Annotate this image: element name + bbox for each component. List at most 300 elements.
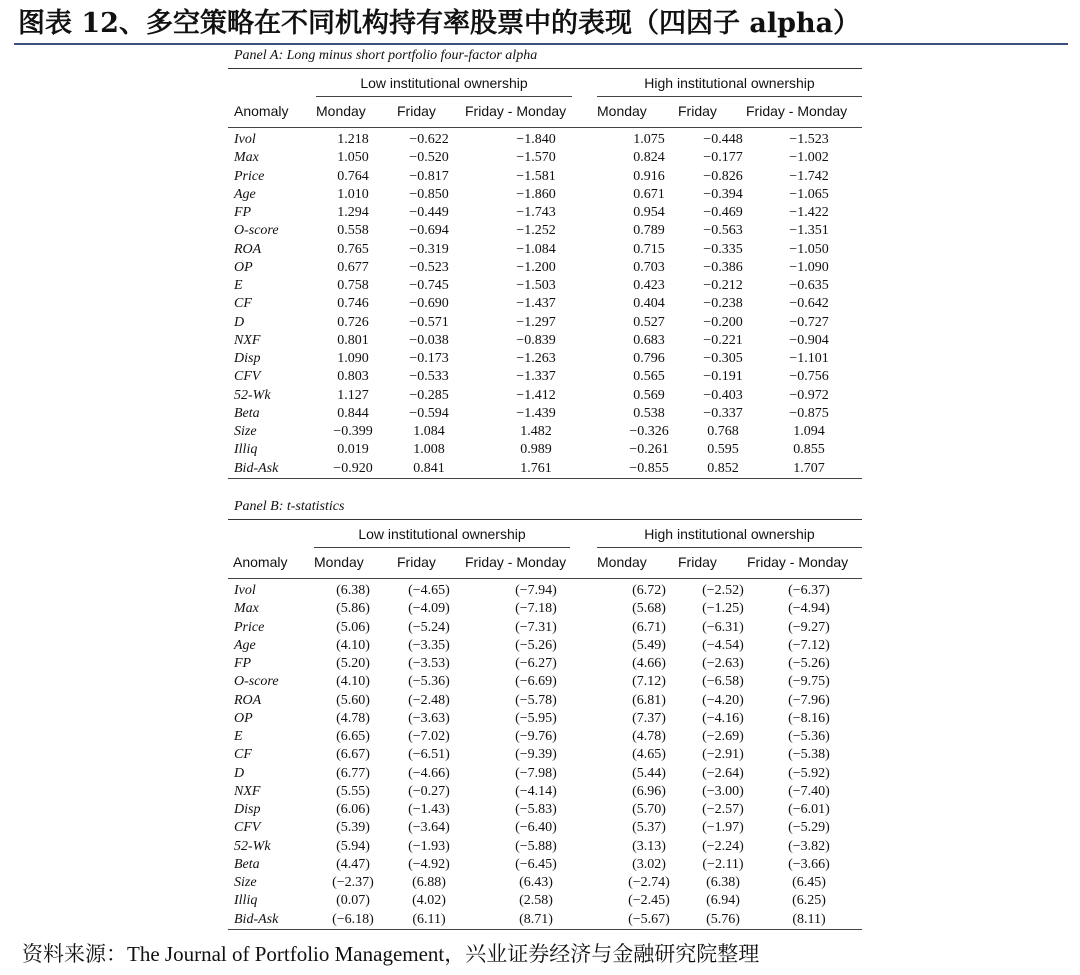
anomaly-cell: 52-Wk	[234, 387, 271, 403]
high-friday-cell: (−2.11)	[702, 856, 744, 872]
high-friday-cell: (−2.63)	[702, 656, 744, 671]
low-diff-cell: 1.482	[520, 424, 552, 439]
high-friday-cell: −0.826	[703, 168, 743, 184]
high-monday-cell: (3.13)	[632, 838, 666, 854]
low-monday-cell: (4.10)	[336, 674, 370, 690]
panel-b-label: Panel B: t-statistics	[234, 499, 345, 514]
low-friday-cell: (−4.09)	[408, 601, 450, 617]
low-diff-cell: (−5.83)	[515, 802, 557, 817]
low-diff-cell: (−6.69)	[515, 674, 557, 690]
low-friday-cell: (−5.24)	[408, 619, 450, 635]
low-friday-cell: (−5.36)	[408, 674, 450, 690]
high-monday-cell: (−5.67)	[628, 911, 670, 927]
panel-a-group-header	[228, 69, 862, 97]
anomaly-cell: Size	[234, 875, 257, 890]
low-diff-cell: 0.989	[520, 442, 552, 458]
anomaly-cell: CFV	[234, 820, 261, 836]
low-monday-cell: 0.019	[337, 442, 369, 458]
high-diff-cell: −0.642	[789, 296, 829, 312]
high-friday-cell: 0.852	[707, 460, 739, 476]
low-diff-cell: (6.43)	[519, 875, 553, 890]
high-friday-cell: (−4.16)	[702, 710, 744, 726]
high-diff-cell: (−3.82)	[788, 838, 830, 854]
table-row	[228, 600, 862, 618]
high-diff-cell: −1.050	[789, 241, 829, 257]
low-diff-cell: −1.503	[516, 278, 556, 293]
high-friday-cell: (−2.69)	[702, 729, 744, 744]
low-monday-cell: 0.801	[337, 332, 369, 348]
low-monday-cell: 0.764	[337, 168, 369, 184]
panel-a-label: Panel A: Long minus short portfolio four-factor alpha	[234, 48, 538, 63]
anomaly-cell: O-score	[234, 674, 279, 690]
table-row	[228, 692, 862, 710]
anomaly-cell: CF	[234, 747, 252, 763]
table-row	[228, 673, 862, 691]
low-diff-cell: (−9.39)	[515, 747, 557, 763]
high-friday-cell: −0.200	[703, 314, 743, 330]
low-monday-cell: (5.60)	[336, 692, 370, 708]
high-diff-cell: −1.742	[789, 168, 829, 184]
panel-a-table	[228, 131, 862, 478]
high-diff-cell: (−7.12)	[788, 637, 830, 653]
col-high-monday: Monday	[597, 554, 647, 570]
low-monday-cell: (5.55)	[336, 783, 370, 799]
high-diff-cell: (−8.16)	[788, 710, 830, 726]
low-diff-cell: 1.761	[520, 460, 552, 476]
panel-a	[228, 47, 862, 479]
low-friday-cell: −0.571	[409, 314, 449, 330]
low-monday-cell: 1.010	[337, 186, 369, 202]
low-friday-cell: 0.841	[413, 460, 445, 476]
table-row	[228, 637, 862, 655]
low-friday-cell: −0.038	[409, 332, 449, 348]
anomaly-cell: Max	[234, 601, 259, 617]
low-monday-cell: 0.746	[337, 296, 369, 312]
low-diff-cell: (−6.40)	[515, 820, 557, 836]
high-friday-cell: (−2.24)	[702, 838, 744, 854]
high-monday-cell: (7.37)	[632, 710, 666, 726]
title-underline	[14, 43, 1068, 45]
low-monday-cell: −0.399	[333, 424, 373, 439]
low-monday-cell: (5.86)	[336, 601, 370, 617]
high-diff-cell: −0.875	[789, 405, 829, 421]
low-diff-cell: −0.839	[516, 332, 556, 348]
low-friday-cell: −0.173	[409, 351, 449, 366]
table-row	[228, 259, 862, 277]
low-diff-cell: −1.743	[516, 205, 556, 220]
high-monday-cell: 0.916	[633, 168, 665, 184]
high-diff-cell: 0.855	[793, 442, 825, 458]
panel-b-column-header	[228, 548, 862, 578]
table-row	[228, 838, 862, 856]
high-monday-cell: (5.44)	[632, 765, 666, 781]
low-monday-cell: 0.758	[337, 278, 369, 293]
table-row	[228, 619, 862, 637]
anomaly-cell: Price	[234, 168, 265, 184]
high-diff-cell: −1.101	[789, 351, 829, 366]
high-diff-cell: (−7.96)	[788, 692, 830, 708]
low-friday-cell: −0.745	[409, 278, 449, 293]
anomaly-cell: D	[234, 314, 245, 330]
low-monday-cell: (−2.37)	[332, 875, 374, 890]
anomaly-cell: E	[234, 278, 243, 293]
anomaly-cell: Price	[234, 619, 265, 635]
table-row	[228, 710, 862, 728]
low-friday-cell: (−7.02)	[408, 729, 450, 744]
col-high-friday: Friday	[678, 103, 717, 119]
low-diff-cell: −1.581	[516, 168, 556, 184]
low-friday-cell: (−3.53)	[408, 656, 450, 671]
low-diff-cell: (−7.98)	[515, 765, 557, 781]
low-friday-cell: (−2.48)	[408, 692, 450, 708]
low-monday-cell: (5.20)	[336, 656, 370, 671]
high-monday-cell: (−2.74)	[628, 875, 670, 890]
low-diff-cell: −1.200	[516, 259, 556, 275]
high-friday-cell: −0.335	[703, 241, 743, 257]
high-monday-cell: 0.569	[633, 387, 665, 403]
high-friday-cell: −0.563	[703, 223, 743, 239]
anomaly-cell: OP	[234, 259, 253, 275]
anomaly-cell: Bid-Ask	[234, 911, 279, 927]
anomaly-cell: ROA	[234, 692, 262, 708]
high-monday-cell: 0.683	[633, 332, 665, 348]
high-friday-cell: (6.94)	[706, 893, 740, 909]
table-row	[228, 131, 862, 149]
high-diff-cell: (−9.27)	[788, 619, 830, 635]
group-high-ownership: High institutional ownership	[644, 75, 815, 91]
anomaly-cell: ROA	[234, 241, 262, 257]
anomaly-cell: FP	[234, 205, 252, 220]
anomaly-cell: FP	[234, 656, 252, 671]
high-monday-cell: 0.789	[633, 223, 665, 239]
source-note	[22, 938, 759, 970]
anomaly-cell: Illiq	[234, 893, 258, 909]
high-diff-cell: −0.635	[789, 278, 829, 293]
anomaly-cell: O-score	[234, 223, 279, 239]
anomaly-cell: Disp	[234, 351, 261, 366]
high-diff-cell: (−3.66)	[788, 856, 830, 872]
col-high-diff: Friday - Monday	[746, 103, 848, 119]
low-friday-cell: (6.88)	[412, 875, 446, 890]
high-diff-cell: (8.11)	[792, 911, 826, 927]
col-high-monday: Monday	[597, 103, 647, 119]
high-diff-cell: (6.25)	[792, 893, 826, 909]
low-diff-cell: −1.860	[516, 186, 556, 202]
low-diff-cell: (−5.88)	[515, 838, 557, 854]
low-friday-cell: (4.02)	[412, 893, 446, 909]
low-monday-cell: (5.06)	[336, 619, 370, 635]
high-friday-cell: (5.76)	[706, 911, 740, 927]
group-low-ownership: Low institutional ownership	[358, 526, 526, 542]
anomaly-cell: CF	[234, 296, 252, 312]
high-diff-cell: −1.351	[789, 223, 829, 239]
col-anomaly: Anomaly	[234, 103, 289, 119]
high-monday-cell: 0.824	[633, 150, 665, 166]
low-monday-cell: (4.10)	[336, 637, 370, 653]
high-diff-cell: 1.707	[793, 460, 825, 476]
panel-a-bottom-rule	[228, 478, 862, 479]
anomaly-cell: Max	[234, 150, 259, 166]
anomaly-cell: Illiq	[234, 442, 258, 458]
high-diff-cell: 1.094	[793, 424, 825, 439]
high-monday-cell: 0.703	[633, 259, 665, 275]
panel-b-header-rule	[228, 578, 862, 579]
low-diff-cell: −1.570	[516, 150, 556, 166]
anomaly-cell: Ivol	[234, 132, 256, 147]
col-low-diff: Friday - Monday	[465, 554, 567, 570]
table-row	[228, 168, 862, 186]
low-diff-cell: (−5.26)	[515, 637, 557, 653]
low-diff-cell: (−4.14)	[515, 783, 557, 799]
table-row	[228, 186, 862, 204]
col-low-friday: Friday	[397, 554, 436, 570]
low-monday-cell: 1.127	[337, 387, 369, 403]
low-friday-cell: −0.319	[409, 241, 449, 257]
low-monday-cell: (6.38)	[336, 583, 370, 598]
table-row	[228, 277, 862, 295]
low-friday-cell: (−3.35)	[408, 637, 450, 653]
low-friday-cell: (−4.92)	[408, 856, 450, 872]
high-monday-cell: (5.70)	[632, 802, 666, 817]
col-low-monday: Monday	[314, 554, 364, 570]
high-diff-cell: (−5.92)	[788, 765, 830, 781]
low-diff-cell: −1.412	[516, 387, 556, 403]
table-row	[228, 655, 862, 673]
low-diff-cell: −1.840	[516, 132, 556, 147]
high-monday-cell: (6.96)	[632, 783, 666, 799]
panel-b-bottom-rule	[228, 929, 862, 930]
low-friday-cell: (−3.63)	[408, 710, 450, 726]
high-diff-cell: (−4.94)	[788, 601, 830, 617]
low-friday-cell: −0.694	[409, 223, 449, 239]
table-row	[228, 241, 862, 259]
high-friday-cell: −0.305	[703, 351, 743, 366]
col-low-monday: Monday	[316, 103, 366, 119]
anomaly-cell: Ivol	[234, 583, 256, 598]
table-row	[228, 405, 862, 423]
high-friday-cell: (−4.20)	[702, 692, 744, 708]
low-monday-cell: (4.47)	[336, 856, 370, 872]
high-friday-cell: (−4.54)	[702, 637, 744, 653]
high-diff-cell: (6.45)	[792, 875, 826, 890]
high-monday-cell: −0.855	[629, 460, 669, 476]
table-row	[228, 460, 862, 478]
col-high-friday: Friday	[678, 554, 717, 570]
low-monday-cell: 1.050	[337, 150, 369, 166]
high-monday-cell: 0.715	[633, 241, 665, 257]
low-friday-cell: −0.594	[409, 405, 449, 421]
low-friday-cell: −0.285	[409, 387, 449, 403]
low-monday-cell: 0.726	[337, 314, 369, 330]
high-diff-cell: (−5.38)	[788, 747, 830, 763]
high-friday-cell: (−6.58)	[702, 674, 744, 690]
table-row	[228, 387, 862, 405]
high-friday-cell: −0.469	[703, 205, 743, 220]
table-row	[228, 222, 862, 240]
low-diff-cell: (−7.31)	[515, 619, 557, 635]
low-friday-cell: −0.690	[409, 296, 449, 312]
high-friday-cell: −0.403	[703, 387, 743, 403]
low-monday-cell: (6.77)	[336, 765, 370, 781]
high-friday-cell: (−2.57)	[702, 802, 744, 817]
table-row	[228, 874, 862, 892]
low-friday-cell: −0.622	[409, 132, 449, 147]
anomaly-cell: Disp	[234, 802, 261, 817]
high-monday-cell: 0.954	[633, 205, 665, 220]
high-monday-cell: (−2.45)	[628, 893, 670, 909]
low-monday-cell: 1.090	[337, 351, 369, 366]
high-friday-cell: −0.386	[703, 259, 743, 275]
low-friday-cell: −0.449	[409, 205, 449, 220]
table-row	[228, 892, 862, 910]
high-monday-cell: (5.68)	[632, 601, 666, 617]
anomaly-cell: NXF	[234, 783, 261, 799]
high-friday-cell: (−1.25)	[702, 601, 744, 617]
high-diff-cell: −1.002	[789, 150, 829, 166]
high-monday-cell: (7.12)	[632, 674, 666, 690]
anomaly-cell: Age	[234, 637, 256, 653]
table-row	[228, 368, 862, 386]
low-friday-cell: −0.523	[409, 259, 449, 275]
anomaly-cell: Bid-Ask	[234, 460, 279, 476]
low-friday-cell: 1.084	[413, 424, 445, 439]
low-monday-cell: 0.677	[337, 259, 369, 275]
high-friday-cell: −0.394	[703, 186, 743, 202]
panel-a-header-rule	[228, 127, 862, 128]
anomaly-cell: D	[234, 765, 245, 781]
panel-b	[228, 498, 862, 930]
low-friday-cell: −0.520	[409, 150, 449, 166]
table-row	[228, 441, 862, 459]
high-diff-cell: (−9.75)	[788, 674, 830, 690]
high-friday-cell: (−6.31)	[702, 619, 744, 635]
high-diff-cell: (−7.40)	[788, 783, 830, 799]
high-monday-cell: (6.72)	[632, 583, 666, 598]
anomaly-cell: Age	[234, 186, 256, 202]
high-monday-cell: 0.527	[633, 314, 665, 330]
low-friday-cell: 1.008	[413, 442, 445, 458]
low-diff-cell: −1.252	[516, 223, 556, 239]
low-monday-cell: 0.803	[337, 369, 369, 385]
high-monday-cell: (5.49)	[632, 637, 666, 653]
table-row	[228, 582, 862, 600]
high-monday-cell: 0.796	[633, 351, 665, 366]
high-diff-cell: (−5.29)	[788, 820, 830, 836]
high-monday-cell: 0.404	[633, 296, 665, 312]
low-diff-cell: (−5.95)	[515, 710, 557, 726]
high-friday-cell: −0.191	[703, 369, 743, 385]
high-monday-cell: 0.538	[633, 405, 665, 421]
table-row	[228, 801, 862, 819]
high-friday-cell: (−2.64)	[702, 765, 744, 781]
high-diff-cell: −0.756	[789, 369, 829, 385]
low-diff-cell: (−6.27)	[515, 656, 557, 671]
high-monday-cell: 1.075	[633, 132, 665, 147]
low-friday-cell: (−3.64)	[408, 820, 450, 836]
group-high-ownership: High institutional ownership	[644, 526, 815, 542]
high-diff-cell: −1.090	[789, 259, 829, 275]
low-friday-cell: (−6.51)	[408, 747, 450, 763]
panel-a-column-header	[228, 97, 862, 127]
anomaly-cell: Size	[234, 424, 257, 439]
group-low-ownership: Low institutional ownership	[360, 75, 528, 91]
table-row	[228, 204, 862, 222]
high-diff-cell: −0.972	[789, 387, 829, 403]
low-diff-cell: −1.439	[516, 405, 556, 421]
low-monday-cell: 1.218	[337, 132, 369, 147]
source-prefix: 资料来源：	[22, 942, 127, 966]
low-diff-cell: −1.263	[516, 351, 556, 366]
high-friday-cell: −0.177	[703, 150, 743, 166]
high-monday-cell: (5.37)	[632, 820, 666, 836]
table-row	[228, 783, 862, 801]
low-monday-cell: 0.844	[337, 405, 369, 421]
low-monday-cell: 0.765	[337, 241, 369, 257]
table-row	[228, 314, 862, 332]
low-monday-cell: (6.67)	[336, 747, 370, 763]
high-monday-cell: −0.326	[629, 424, 669, 439]
col-anomaly: Anomaly	[233, 554, 288, 570]
high-diff-cell: (−5.36)	[788, 729, 830, 744]
source-suffix: ，兴业证券经济与金融研究院整理	[444, 942, 760, 966]
high-friday-cell: 0.768	[707, 424, 739, 439]
high-friday-cell: (−2.91)	[702, 747, 744, 763]
high-monday-cell: 0.423	[633, 278, 665, 293]
low-diff-cell: (−7.94)	[515, 583, 557, 598]
high-diff-cell: −0.904	[789, 332, 829, 348]
high-diff-cell: (−5.26)	[788, 656, 830, 671]
panel-b-table	[228, 582, 862, 929]
low-friday-cell: (−1.43)	[408, 802, 450, 817]
table-row	[228, 746, 862, 764]
high-diff-cell: −0.727	[789, 314, 829, 330]
low-diff-cell: −1.437	[516, 296, 556, 312]
low-monday-cell: (−6.18)	[332, 911, 374, 927]
table-row	[228, 350, 862, 368]
low-monday-cell: (6.06)	[336, 802, 370, 817]
table-row	[228, 332, 862, 350]
low-friday-cell: (6.11)	[412, 911, 446, 927]
high-monday-cell: 0.565	[633, 369, 665, 385]
high-friday-cell: (6.38)	[706, 875, 740, 890]
anomaly-cell: NXF	[234, 332, 261, 348]
high-monday-cell: (6.81)	[632, 692, 666, 708]
high-monday-cell: −0.261	[629, 442, 669, 458]
low-monday-cell: (4.78)	[336, 710, 370, 726]
low-monday-cell: 1.294	[337, 205, 369, 220]
low-monday-cell: (6.65)	[336, 729, 370, 744]
source-journal: The Journal of Portfolio Management	[127, 942, 445, 966]
table-row	[228, 856, 862, 874]
high-friday-cell: −0.221	[703, 332, 743, 348]
high-diff-cell: (−6.37)	[788, 583, 830, 598]
low-diff-cell: (−6.45)	[515, 856, 557, 872]
low-friday-cell: (−4.65)	[408, 583, 450, 598]
low-diff-cell: −1.337	[516, 369, 556, 385]
table-row	[228, 765, 862, 783]
anomaly-cell: OP	[234, 710, 253, 726]
high-friday-cell: −0.238	[703, 296, 743, 312]
high-diff-cell: −1.065	[789, 186, 829, 202]
table-row	[228, 911, 862, 929]
high-monday-cell: (4.65)	[632, 747, 666, 763]
table-row	[228, 423, 862, 441]
high-diff-cell: −1.422	[789, 205, 829, 220]
low-friday-cell: (−1.93)	[408, 838, 450, 854]
high-monday-cell: (6.71)	[632, 619, 666, 635]
low-friday-cell: (−4.66)	[408, 765, 450, 781]
anomaly-cell: 52-Wk	[234, 838, 271, 854]
